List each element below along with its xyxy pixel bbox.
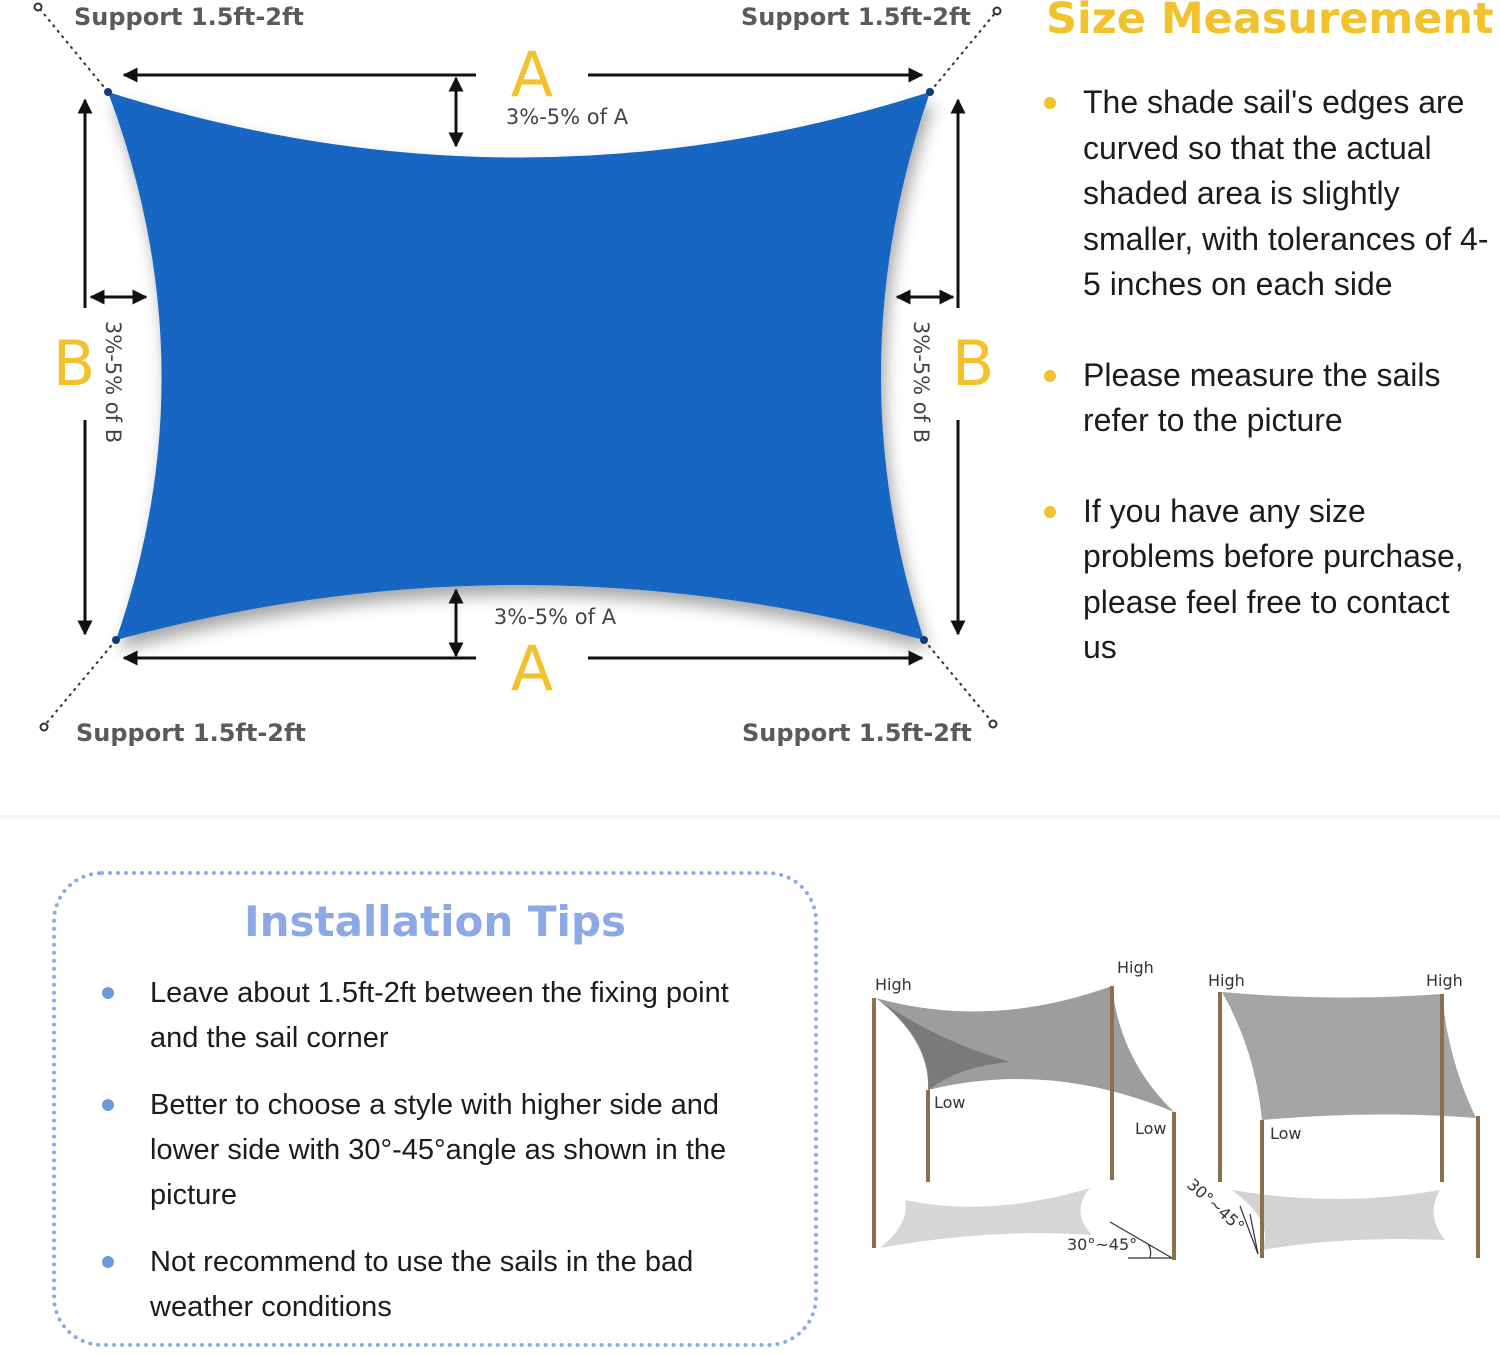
- dimension-a-top-label: A: [510, 38, 554, 111]
- support-label-bottom-right: Support 1.5ft-2ft: [742, 719, 972, 747]
- bullet-icon: [1044, 97, 1056, 109]
- bullet-icon: [102, 1099, 114, 1111]
- size-measurement-list: [1040, 80, 1490, 671]
- illustration-2-low-label: Low: [1270, 1124, 1302, 1143]
- twisted-sail-illustration: [874, 986, 1174, 1260]
- installation-tips-box: [52, 871, 818, 1347]
- size-measurement-item-text: If you have any size problems before purchase, please feel free to contact us: [1083, 492, 1464, 665]
- installation-tip-item: [100, 1083, 760, 1218]
- illustration-2-high-left-label: High: [1208, 971, 1245, 990]
- size-measurement-title: Size Measurement: [1046, 0, 1494, 44]
- illustration-1-angle-label: 30°~45°: [1067, 1235, 1138, 1254]
- dimension-b-right-label: B: [951, 327, 995, 400]
- support-label-top-right: Support 1.5ft-2ft: [741, 3, 971, 31]
- illustration-1-high-right-label: High: [1117, 958, 1154, 977]
- dimension-b-left-label: B: [52, 327, 96, 400]
- installation-tip-item: [100, 971, 760, 1061]
- installation-tip-item: [100, 1240, 760, 1330]
- illustration-2-angle-label: 30°~45°: [1183, 1174, 1249, 1236]
- installation-tips-list: [100, 971, 760, 1330]
- installation-tip-text: Not recommend to use the sails in the bad weather conditions: [150, 1246, 694, 1323]
- section-divider: [0, 815, 1500, 821]
- bullet-icon: [1044, 370, 1056, 382]
- illustration-1-low-left-label: Low: [934, 1093, 966, 1112]
- sloped-sail-illustration: [1220, 992, 1478, 1258]
- illustration-2-high-right-label: High: [1426, 971, 1463, 990]
- anchor-point-top-left: [35, 4, 42, 11]
- size-measurement-item: [1040, 489, 1490, 671]
- size-measurement-item-text: The shade sail's edges are curved so that the actual shaded area is slightly smaller, with tolerances of 4-5 inches on each side: [1083, 84, 1489, 302]
- support-label-bottom-left: Support 1.5ft-2ft: [76, 719, 306, 747]
- installation-tips-title: Installation Tips: [243, 897, 627, 946]
- size-measurement-item: [1040, 80, 1490, 308]
- bullet-icon: [102, 1256, 114, 1268]
- installation-tip-text: Better to choose a style with higher side and lower side with 30°-45°angle as shown in the picture: [150, 1089, 727, 1211]
- tolerance-top-label: 3%-5% of A: [505, 105, 629, 129]
- size-measurement-item: [1040, 353, 1490, 444]
- bullet-icon: [1044, 506, 1056, 518]
- dimension-a-bottom-label: A: [510, 632, 554, 705]
- illustration-1-high-left-label: High: [875, 975, 912, 994]
- illustration-1-low-right-label: Low: [1135, 1119, 1167, 1138]
- bullet-icon: [102, 987, 114, 999]
- tolerance-right-label: 3%-5% of B: [909, 320, 933, 444]
- anchor-point-bottom-left: [41, 724, 48, 731]
- tolerance-bottom-label: 3%-5% of A: [493, 605, 617, 629]
- size-measurement-item-text: Please measure the sails refer to the picture: [1083, 356, 1441, 438]
- anchor-point-bottom-right: [990, 721, 997, 728]
- tolerance-left-label: 3%-5% of B: [101, 320, 125, 444]
- support-label-top-left: Support 1.5ft-2ft: [74, 3, 304, 31]
- installation-tip-text: Leave about 1.5ft-2ft between the fixing point and the sail corner: [150, 977, 729, 1054]
- shade-sail: [104, 88, 934, 644]
- anchor-point-top-right: [994, 8, 1001, 15]
